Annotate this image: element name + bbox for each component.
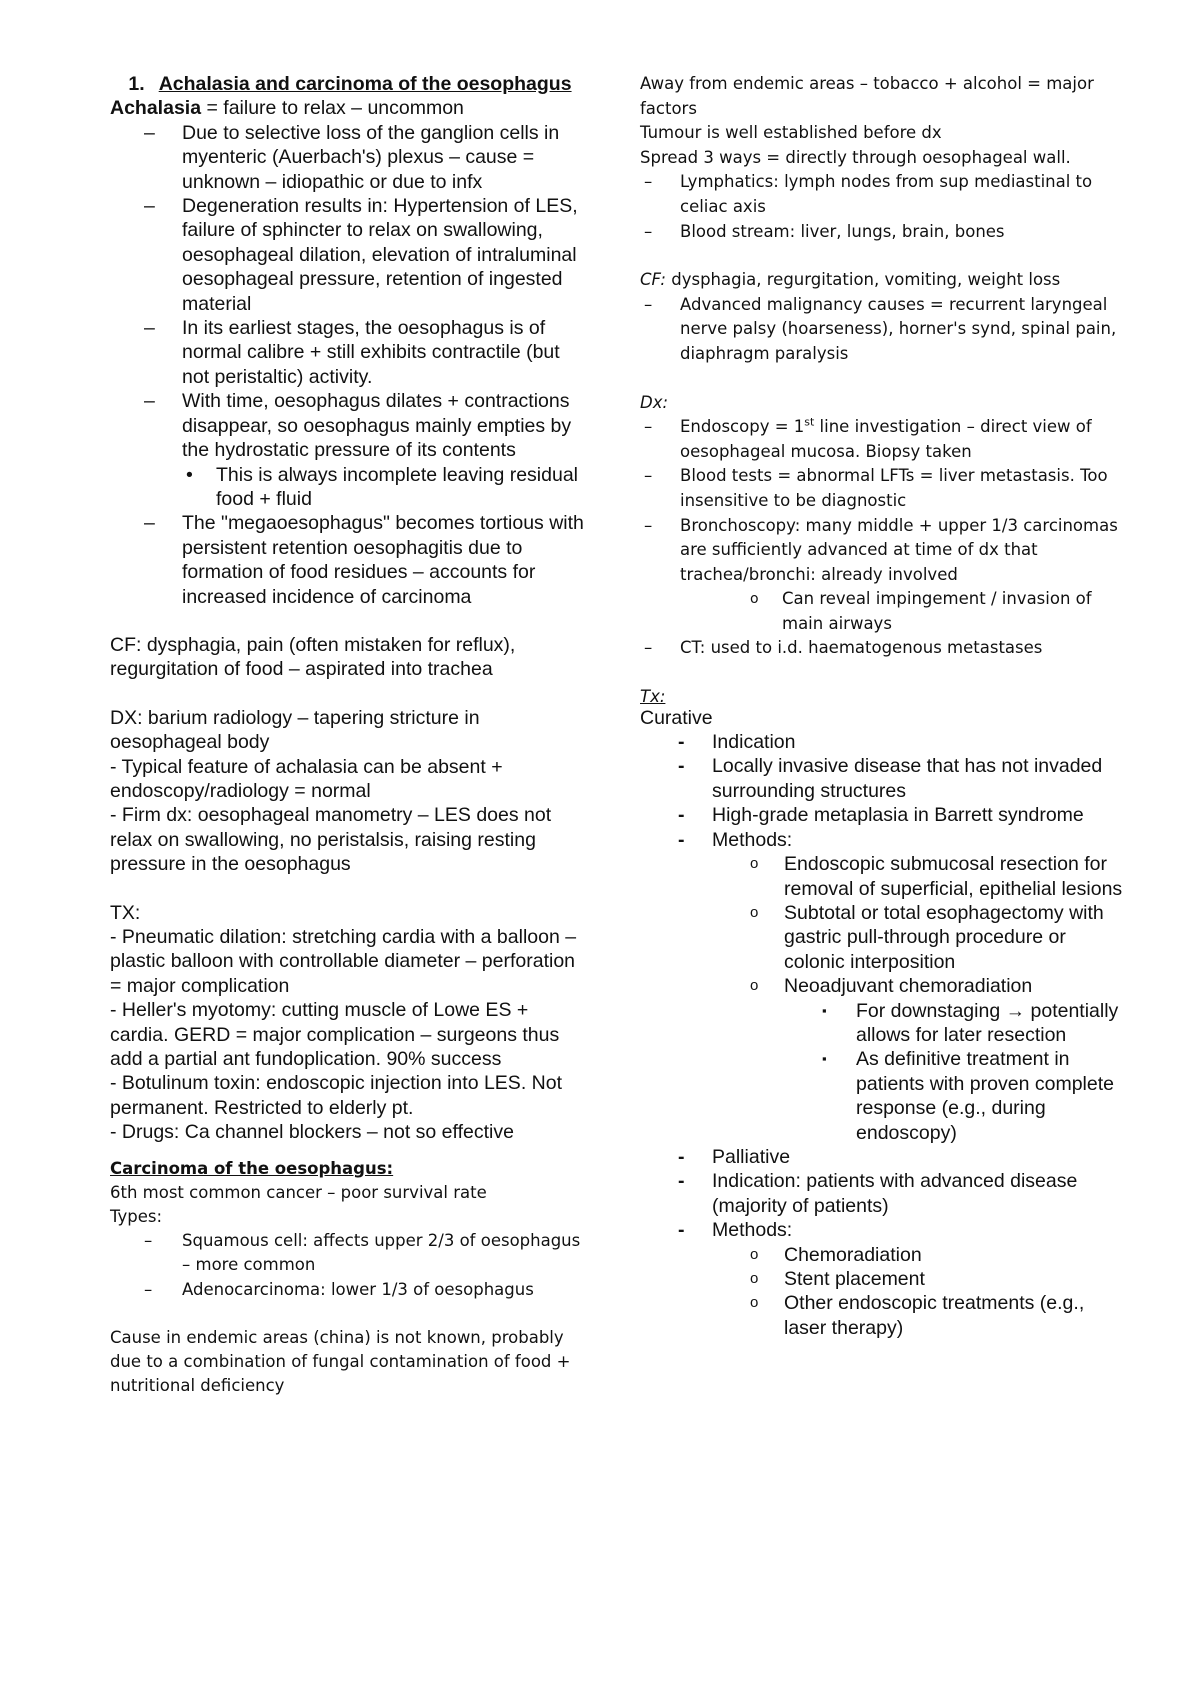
achalasia-tx-line: - Pneumatic dilation: stretching cardia with a balloon – plastic balloon with controllable diameter – perforation = major complication [110, 926, 577, 997]
list-item: - High-grade metaplasia in Barrett syndrome [640, 803, 1130, 827]
neoadjuvant-points [640, 999, 1130, 1145]
list-item: - Methods: [640, 1218, 1130, 1242]
spacer [110, 609, 590, 633]
list-item: - Methods: [640, 828, 1130, 852]
list-item: o Can reveal impingement / invasion of main airways [640, 587, 1130, 636]
list-item: - Indication: patients with advanced disease (majority of patients) [640, 1169, 1130, 1218]
achalasia-tx-line: - Drugs: Ca channel blockers – not so effective [110, 1121, 514, 1144]
dx-points [640, 415, 1130, 587]
bronchoscopy-sub [640, 587, 1130, 636]
list-item: – Lymphatics: lymph nodes from sup mediastinal to celiac axis [640, 170, 1130, 219]
carcinoma-types [110, 1229, 590, 1302]
treatment-section [640, 706, 1130, 1341]
spread-points [640, 170, 1130, 244]
spacer [640, 661, 1130, 685]
curative-points [640, 730, 1130, 852]
list-item: – Blood stream: liver, lungs, brain, bones [640, 220, 1130, 245]
types-label: Types: [110, 1207, 163, 1227]
list-item: ▪ As definitive treatment in patients with proven complete response (e.g., during endoscopy) [640, 1047, 1130, 1145]
list-item: – Adenocarcinoma: lower 1/3 of oesophagus [110, 1278, 590, 1302]
achalasia-points [110, 121, 590, 463]
achalasia-dx-line: - Typical feature of achalasia can be absent + endoscopy/radiology = normal [110, 755, 503, 802]
list-item: – Blood tests = abnormal LFTs = liver metastasis. Too insensitive to be diagnostic [640, 464, 1130, 513]
spacer [110, 1302, 590, 1326]
list-item: – Degeneration results in: Hypertension of LES, failure of sphincter to relax on swallowing, oesophageal dilation, elevation of intraluminal oesophageal pressure, retention of ingested material [110, 194, 590, 316]
list-item: – The "megaoesophagus" becomes tortious with persistent retention oesophagitis due to formation of food residues – accounts for increased incidence of carcinoma [110, 511, 590, 609]
list-item: - Locally invasive disease that has not invaded surrounding structures [640, 754, 1130, 803]
carcinoma-cf: CF: dysphagia, regurgitation, vomiting, weight loss [640, 270, 1061, 290]
carcinoma-cause: Cause in endemic areas (china) is not known, probably due to a combination of fungal contamination of food + nutritional deficiency [110, 1327, 571, 1396]
list-item: – In its earliest stages, the oesophagus is of normal calibre + still exhibits contractile (but not peristaltic) activity. [110, 316, 590, 389]
list-item: – Squamous cell: affects upper 2/3 of oesophagus – more common [110, 1229, 590, 1277]
list-item: • This is always incomplete leaving residual food + fluid [110, 463, 590, 512]
megaoesophagus-list [110, 511, 590, 609]
list-item: – With time, oesophagus dilates + contractions disappear, so oesophagus mainly empties by the hydrostatic pressure of its contents [110, 389, 590, 462]
dx-heading: Dx: [640, 392, 669, 412]
achalasia-tx-line: - Heller's myotomy: cutting muscle of Lowe ES + cardia. GERD = major complication – surgeons thus add a partial ant fundoplication. 90% success [110, 999, 560, 1071]
curative-heading: Curative [640, 706, 713, 729]
achalasia-dx-line: DX: barium radiology – tapering stricture in oesophageal body [110, 706, 480, 754]
achalasia-dx-line: - Firm dx: oesophageal manometry – LES does not relax on swallowing, no peristalsis, raising resting pressure in the oesophagus [110, 804, 552, 876]
list-item: o Stent placement [640, 1267, 1130, 1291]
list-item: - Indication [640, 730, 1130, 754]
palliative-points [640, 1145, 1130, 1243]
spacer [640, 367, 1130, 391]
tx-heading: Tx: [640, 687, 666, 707]
risk-factors: Away from endemic areas – tobacco + alcohol = major factors [640, 74, 1094, 118]
left-column [110, 72, 590, 1398]
list-item: – Bronchoscopy: many middle + upper 1/3 carcinomas are sufficiently advanced at time of dx that trachea/bronchi: already involved [640, 514, 1130, 588]
carcinoma-continued [640, 72, 1130, 710]
document-title: 1. Achalasia and carcinoma of the oesophagus [128, 73, 572, 95]
list-item: o Endoscopic submucosal resection for removal of superficial, epithelial lesions [640, 852, 1130, 901]
carcinoma-intro: 6th most common cancer – poor survival rate [110, 1182, 487, 1202]
carcinoma-section [110, 1157, 590, 1399]
carcinoma-heading: Carcinoma of the oesophagus: [110, 1158, 394, 1178]
palliative-methods [640, 1243, 1130, 1341]
list-item: ▪ For downstaging → potentially allows for later resection [640, 999, 1130, 1048]
list-item: – Advanced malignancy causes = recurrent laryngeal nerve palsy (hoarseness), horner's synd, spinal pain, diaphragm paralysis [640, 293, 1130, 367]
list-item: o Other endoscopic treatments (e.g., laser therapy) [640, 1291, 1130, 1340]
spacer [110, 682, 590, 706]
cf-points [640, 293, 1130, 367]
achalasia-cf: CF: dysphagia, pain (often mistaken for reflux), regurgitation of food – aspirated into trachea [110, 633, 516, 681]
incomplete-note-list [110, 463, 590, 512]
list-item: – Due to selective loss of the ganglion cells in myenteric (Auerbach's) plexus – cause = unknown – idiopathic or due to infx [110, 121, 590, 194]
achalasia-tx-heading: TX: [110, 901, 141, 924]
list-item: o Neoadjuvant chemoradiation [640, 974, 1130, 998]
ct-point [640, 636, 1130, 661]
list-item: o Chemoradiation [640, 1243, 1130, 1267]
achalasia-tx-line: - Botulinum toxin: endoscopic injection into LES. Not permanent. Restricted to elderly pt. [110, 1072, 562, 1119]
curative-methods [640, 852, 1130, 998]
spread-note: Spread 3 ways = directly through oesophageal wall. [640, 147, 1071, 167]
right-column [640, 72, 1130, 1340]
list-item: - Palliative [640, 1145, 1130, 1169]
list-item: – CT: used to i.d. haematogenous metastases [640, 636, 1130, 661]
list-item: o Subtotal or total esophagectomy with gastric pull-through procedure or colonic interposition [640, 901, 1130, 974]
tumour-note: Tumour is well established before dx [640, 123, 942, 143]
achalasia-definition: Achalasia = failure to relax – uncommon [110, 97, 464, 120]
spacer [640, 244, 1130, 268]
list-item: – Endoscopy = 1st line investigation – direct view of oesophageal mucosa. Biopsy taken [640, 415, 1130, 464]
spacer [110, 877, 590, 901]
